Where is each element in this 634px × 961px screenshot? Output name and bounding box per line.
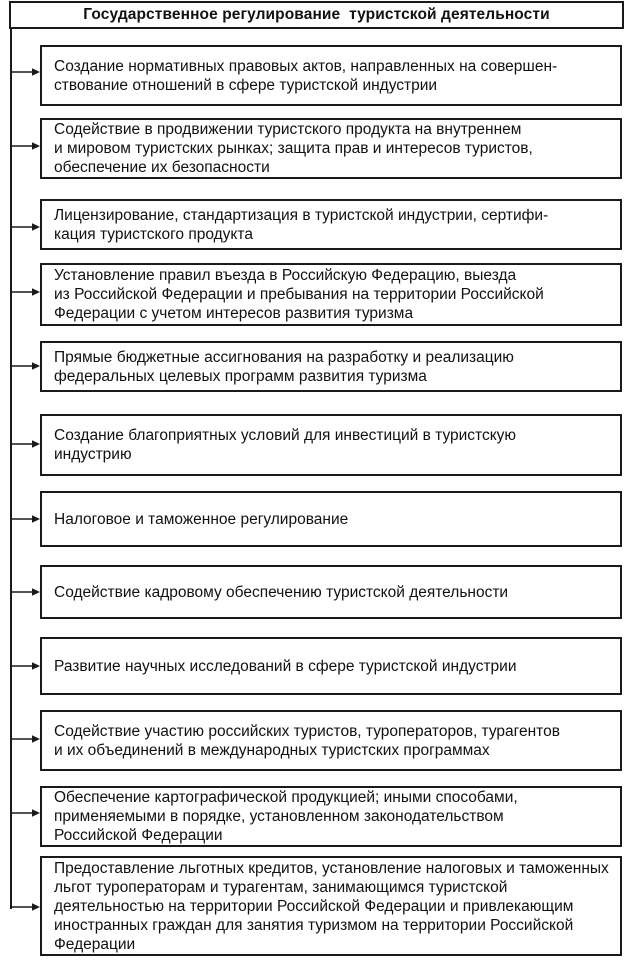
regulation-item-box: [40, 199, 622, 250]
regulation-item-box: [40, 491, 622, 547]
regulation-item-text: Лицензирование, стандартизация в туристской индустрии, сертифи- кация туристского продукта: [54, 206, 549, 243]
connector-arrow: [11, 140, 40, 152]
regulation-item-text: Установление правил въезда в Российскую Федерацию, выезда из Российской Федерации и пребывания на территории Российской Федерации с учетом интересов развития туризма: [54, 267, 544, 322]
regulation-item-text: Развитие научных исследований в сфере туристской индустрии: [54, 657, 517, 675]
regulation-item-text: Содействие в продвижении туристского продукта на внутреннем и мировом туристских рынках; защита прав и интересов туристов, обеспечение их безопасности: [54, 121, 533, 176]
connector-arrow: [11, 901, 40, 913]
regulation-item-text: Обеспечение картографической продукцией; иными способами, применяемыми в порядке, установленном законодательством Российской Федерации: [54, 789, 518, 844]
connector-arrow: [11, 221, 40, 233]
connector-arrow: [11, 733, 40, 745]
regulation-item-text: Прямые бюджетные ассигнования на разработку и реализацию федеральных целевых программ развития туризма: [54, 348, 514, 385]
connector-arrow: [11, 660, 40, 672]
connector-spine: [10, 29, 12, 909]
regulation-item-text: Налоговое и таможенное регулирование: [54, 510, 349, 528]
connector-arrow: [11, 513, 40, 525]
regulation-item-box: [40, 341, 622, 392]
connector-arrow: [11, 586, 40, 598]
regulation-item-box: [40, 565, 622, 619]
regulation-item-box: [40, 414, 622, 476]
regulation-item-box: [40, 45, 622, 106]
connector-arrow: [11, 286, 40, 298]
diagram-title-box: [9, 1, 624, 29]
connector-arrow: [11, 807, 40, 819]
regulation-item-text: Создание нормативных правовых актов, направленных на совершен- ствование отношений в сфере туристской индустрии: [54, 57, 558, 94]
regulation-item-box: [40, 263, 622, 326]
regulation-item-box: [40, 118, 622, 179]
connector-arrow: [11, 360, 40, 372]
regulation-item-box: [40, 637, 622, 695]
regulation-item-box: [40, 856, 622, 956]
diagram-title: Государственное регулирование туристской деятельности: [83, 6, 550, 23]
connector-arrow: [11, 66, 40, 78]
regulation-item-text: Содействие кадровому обеспечению туристской деятельности: [54, 583, 509, 601]
regulation-item-text: Создание благоприятных условий для инвестиций в туристскую индустрию: [54, 427, 517, 463]
regulation-item-box: [40, 786, 622, 847]
connector-arrow: [11, 438, 40, 450]
regulation-item-box: [40, 710, 622, 771]
regulation-item-text: Предоставление льготных кредитов, установление налоговых и таможенных льгот туроператорам и турагентам, занимающимся туристской деятельностью на территории Российской Федерации и привлекающим иностранных граждан для занятия туризмом на территории Российской Федерации: [54, 859, 609, 953]
regulation-item-text: Содействие участию российских туристов, туроператоров, турагентов и их объединений в международных туристских программах: [54, 722, 560, 759]
